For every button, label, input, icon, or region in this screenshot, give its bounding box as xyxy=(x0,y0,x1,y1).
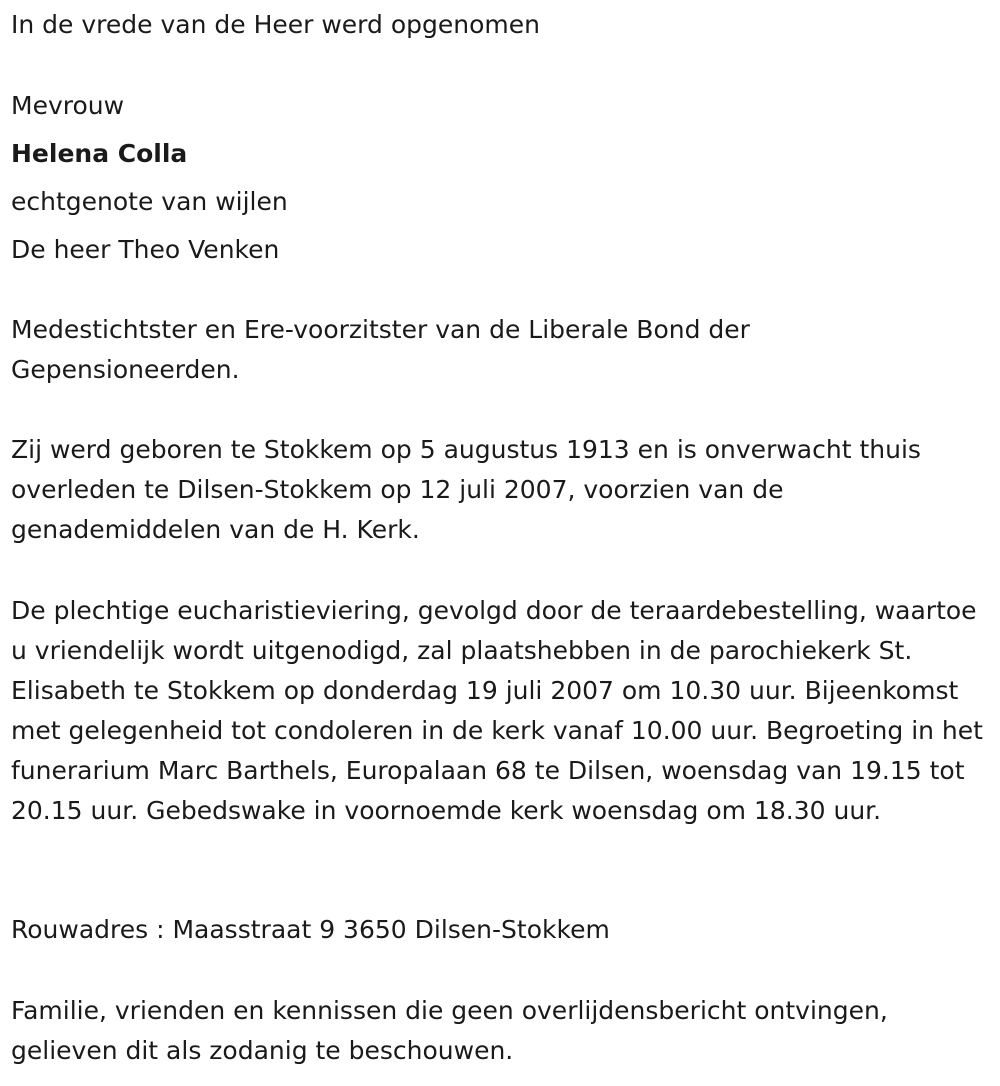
biography-paragraph: Zij werd geboren te Stokkem op 5 augustus 1913 en is onverwacht thuis overleden te Dilsen-Stokkem op 12 juli 2007, voorzien van de genademiddelen van de H. Kerk. xyxy=(11,435,921,544)
salutation: Mevrouw xyxy=(11,91,125,120)
closing-paragraph: Familie, vrienden en kennissen die geen overlijdensbericht ontvingen, gelieven dit als zodanig te beschouwen. xyxy=(11,996,888,1065)
deceased-name: Helena Colla xyxy=(11,139,188,168)
ceremony-paragraph: De plechtige eucharistieviering, gevolgd door de teraardebestelling, waartoe u vriendelijk wordt uitgenodigd, zal plaatshebben in de parochiekerk St. Elisabeth te Stokkem op donderdag 19 juli 2007 om 10.30 uur. Bijeenkomst met gelegenheid tot condoleren in de kerk vanaf 10.00 uur. Begroeting in het funerarium Marc Barthels, Europalaan 68 te Dilsen, woensdag van 19.15 tot 20.15 uur. Gebedswake in voornoemde kerk woensdag om 18.30 uur. xyxy=(11,596,983,825)
relation-line: echtgenote van wijlen xyxy=(11,187,288,216)
spouse-line: De heer Theo Venken xyxy=(11,235,280,264)
mourning-address: Rouwadres : Maasstraat 9 3650 Dilsen-Stokkem xyxy=(11,915,610,944)
role-paragraph: Medestichtster en Ere-voorzitster van de Liberale Bond der Gepensioneerden. xyxy=(11,315,750,384)
intro-line: In de vrede van de Heer werd opgenomen xyxy=(11,10,540,39)
